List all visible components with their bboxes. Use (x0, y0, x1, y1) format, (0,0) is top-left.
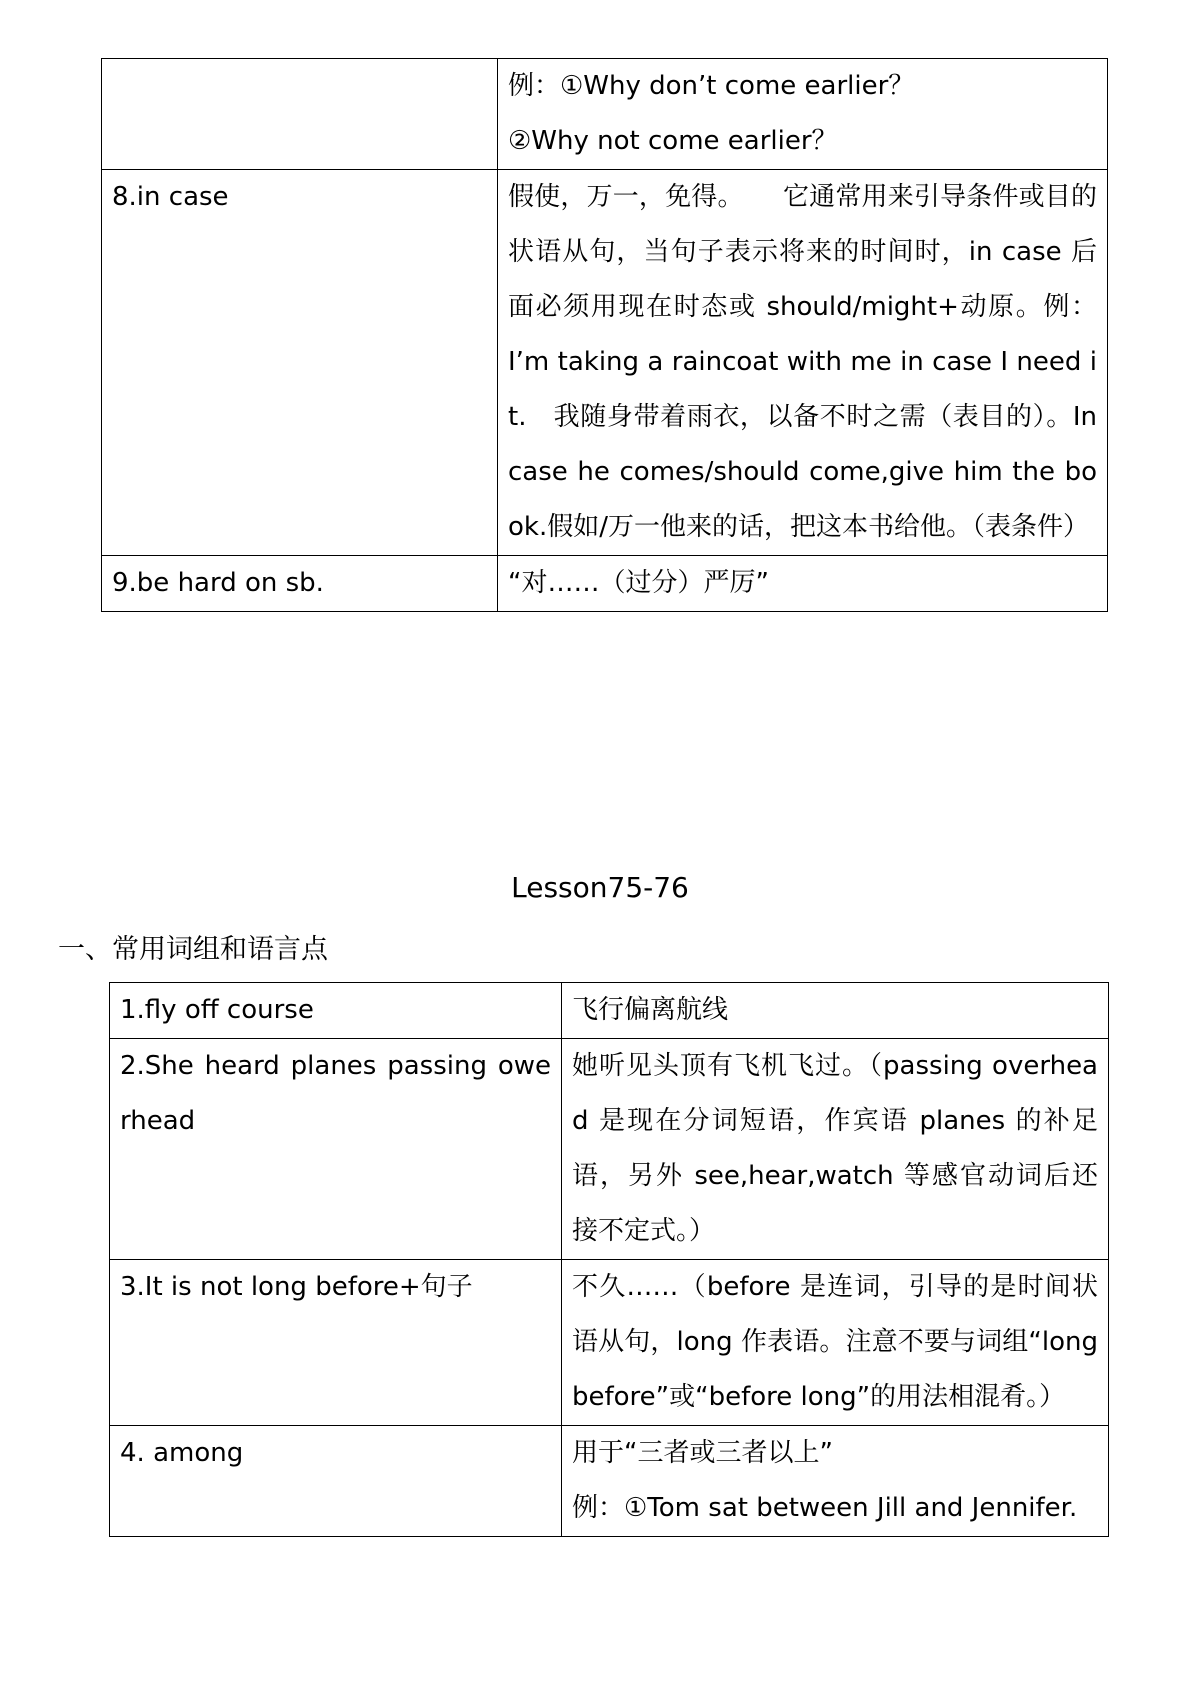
term-cell: 2.She heard planes passing owerhead (110, 1039, 562, 1260)
desc-cell: 飞行偏离航线 (562, 983, 1109, 1039)
desc-cell (562, 1426, 1109, 1537)
example-line: ②Why not come earlier？ (508, 126, 838, 156)
example-line: 例：①Why don’t come earlier？ (508, 71, 915, 101)
table-row (102, 170, 1108, 556)
lesson-title: Lesson75-76 (511, 871, 689, 904)
section-heading: 一、常用词组和语言点 (58, 934, 328, 965)
table-row (110, 1260, 1109, 1426)
table-row (102, 556, 1108, 612)
desc-cell (498, 59, 1108, 170)
table-row (110, 1039, 1109, 1260)
table-row (110, 983, 1109, 1039)
term-cell: 3.It is not long before+句子 (110, 1260, 562, 1426)
example-line: 例：①Tom sat between Jill and Jennifer. (572, 1493, 1078, 1523)
desc-cell: “对……（过分）严厉” (498, 556, 1108, 612)
term-cell: 9.be hard on sb. (102, 556, 498, 612)
term-cell: 4. among (110, 1426, 562, 1537)
term-cell: 1.fly off course (110, 983, 562, 1039)
table-row (110, 1426, 1109, 1537)
term-cell (102, 59, 498, 170)
vocab-table-continued (101, 58, 1108, 612)
table-row (102, 59, 1108, 170)
desc-cell: 不久……（before 是连词，引导的是时间状语从句，long 作表语。注意不要与词组“long before”或“before long”的用法相混肴。） (562, 1260, 1109, 1426)
vocab-table (109, 982, 1109, 1537)
desc-line: 用于“三者或三者以上” (572, 1438, 833, 1468)
term-cell: 8.in case (102, 170, 498, 556)
desc-cell: 假使，万一，免得。 它通常用来引导条件或目的状语从句，当句子表示将来的时间时，in case 后面必须用现在时态或 should/might+动原。例：I’m taking a raincoat with me in case I need it. 我随身带着雨衣，以备不时之需（表目的）。In case he comes/should come,give him the book.假如/万一他来的话，把这本书给他。（表条件） (498, 170, 1108, 556)
desc-cell: 她听见头顶有飞机飞过。（passing overhead 是现在分词短语，作宾语 planes 的补足语，另外 see,hear,watch 等感官动词后还接不定式。） (562, 1039, 1109, 1260)
